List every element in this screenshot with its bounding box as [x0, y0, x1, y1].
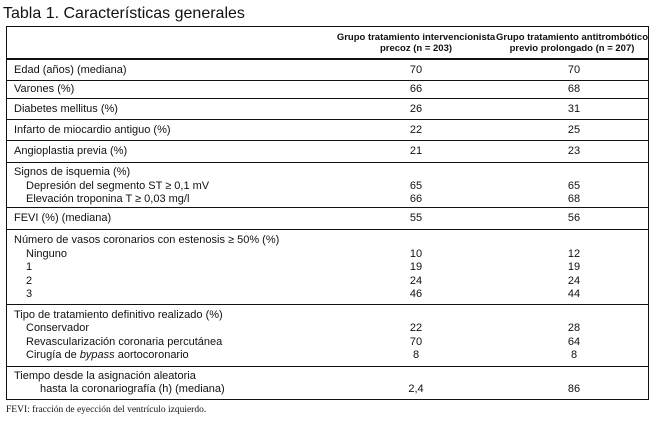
row-label-cirugia: [26, 349, 189, 362]
column-header-group1: [336, 32, 496, 54]
row-value-tiempo-g1: 2,4: [408, 383, 424, 395]
row-value-troponina-g2: 68: [567, 193, 581, 205]
row-value-conservador-g1: 22: [409, 322, 423, 334]
row-label-cirugia-em: bypass: [79, 349, 115, 361]
row-rule: [7, 229, 648, 230]
column-header-group1-line2: precoz (n = 203): [379, 43, 453, 54]
column-header-group2: [492, 32, 652, 54]
row-label-tres: 3: [26, 288, 33, 300]
row-value-revasc-g2: 64: [567, 336, 581, 348]
section-label-tipo: Tipo de tratamiento definitivo realizado (%): [14, 309, 223, 321]
row-label-cirugia-post: aortocoronario: [114, 349, 189, 361]
row-value-angioplastia-g2: 23: [567, 145, 581, 157]
row-value-ninguno-g1: 10: [409, 248, 423, 260]
column-header-group1-line1: Grupo tratamiento intervencionista: [336, 32, 496, 43]
section-label-vasos: Número de vasos coronarios con estenosis ≥ 50% (%): [14, 234, 280, 246]
row-label-angioplastia: Angioplastia previa (%): [14, 145, 128, 157]
column-header-group2-line2: previo prolongado (n = 207): [509, 43, 635, 54]
row-value-infarto-g1: 22: [409, 124, 423, 136]
row-value-cirugia-g2: 8: [570, 349, 578, 361]
row-rule: [7, 366, 648, 367]
row-value-conservador-g2: 28: [567, 322, 581, 334]
section-label-isquemia: Signos de isquemia (%): [14, 166, 131, 178]
row-label-ninguno: Ninguno: [26, 248, 67, 260]
row-value-edad-g1: 70: [409, 64, 423, 76]
row-label-fevi: FEVI (%) (mediana): [14, 212, 112, 224]
row-rule: [7, 119, 648, 120]
row-rule: [7, 80, 648, 81]
row-value-varones-g2: 68: [567, 83, 581, 95]
row-value-infarto-g2: 25: [567, 124, 581, 136]
row-value-edad-g2: 70: [567, 64, 581, 76]
row-label-conservador: Conservador: [26, 322, 89, 334]
row-value-tres-g2: 44: [567, 288, 581, 300]
row-rule: [7, 98, 648, 99]
row-label-cirugia-pre: Cirugía de: [26, 349, 80, 361]
table-footnote: FEVI: fracción de eyección del ventrículo izquierdo.: [6, 405, 207, 415]
row-rule: [7, 207, 648, 208]
row-value-diabetes-g2: 31: [567, 103, 581, 115]
row-value-cirugia-g1: 8: [412, 349, 420, 361]
row-value-uno-g2: 19: [567, 261, 581, 273]
row-value-ninguno-g2: 12: [567, 248, 581, 260]
row-label-troponina: Elevación troponina T ≥ 0,03 mg/l: [26, 193, 190, 205]
row-value-diabetes-g1: 26: [409, 103, 423, 115]
row-value-fevi-g2: 56: [567, 212, 581, 224]
row-label-revasc: Revascularización coronaria percutánea: [26, 336, 223, 348]
header-rule: [7, 58, 648, 60]
row-value-dos-g2: 24: [567, 275, 581, 287]
row-value-troponina-g1: 66: [409, 193, 423, 205]
row-label-uno: 1: [26, 261, 33, 273]
row-value-revasc-g1: 70: [409, 336, 423, 348]
row-rule: [7, 304, 648, 305]
table-title: Tabla 1. Características generales: [3, 5, 245, 22]
row-value-tiempo-g2: 86: [567, 383, 581, 395]
row-value-dos-g1: 24: [409, 275, 423, 287]
row-value-depresion-g1: 65: [409, 180, 423, 192]
column-header-group2-line1: Grupo tratamiento antitrombótico: [496, 32, 648, 43]
row-value-angioplastia-g1: 21: [409, 145, 423, 157]
row-label-tiempo-line2: hasta la coronariografía (h) (mediana): [40, 383, 225, 395]
row-label-diabetes: Diabetes mellitus (%): [14, 103, 118, 115]
row-value-tres-g1: 46: [409, 288, 423, 300]
row-value-fevi-g1: 55: [409, 212, 423, 224]
row-value-depresion-g2: 65: [567, 180, 581, 192]
row-value-varones-g1: 66: [409, 83, 423, 95]
row-label-edad: Edad (años) (mediana): [14, 64, 127, 76]
row-label-dos: 2: [26, 275, 33, 287]
row-label-varones: Varones (%): [14, 83, 75, 95]
row-label-tiempo-line1: Tiempo desde la asignación aleatoria: [14, 370, 196, 382]
row-rule: [7, 162, 648, 163]
row-label-infarto: Infarto de miocardio antiguo (%): [14, 124, 171, 136]
row-rule: [7, 140, 648, 141]
row-label-depresion: Depresión del segmento ST ≥ 0,1 mV: [26, 180, 210, 192]
row-value-uno-g1: 19: [409, 261, 423, 273]
